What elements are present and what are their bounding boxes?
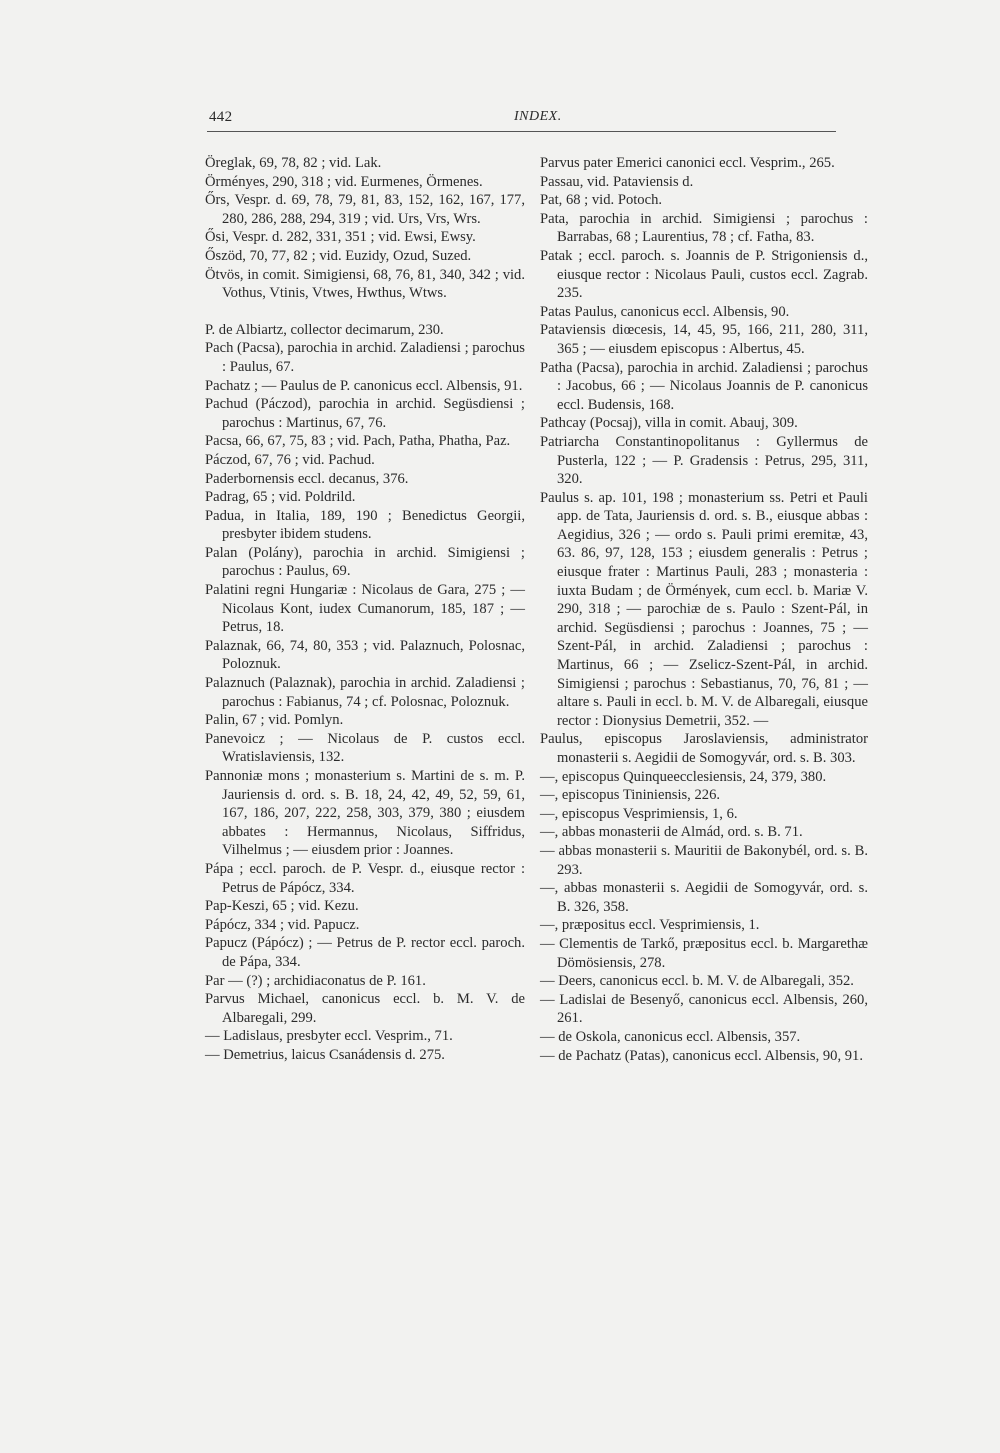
index-entry: Pathcay (Pocsaj), villa in comit. Abauj, 309. [540, 415, 798, 432]
index-entry: — Demetrius, laicus Csanádensis d. 275. [205, 1046, 445, 1063]
index-entry: —, præpositus eccl. Vesprimiensis, 1. [540, 917, 760, 934]
index-entry: Pata, parochia in archid. Simigiensi ; parochus : Barrabas, 68 ; Laurentius, 78 ; cf. Fatha, 83. [540, 210, 868, 246]
index-entry: P. de Albiartz, collector decimarum, 230. [205, 321, 444, 338]
index-entry: Patriarcha Constantinopolitanus : Gyllermus de Pusterla, 122 ; — P. Gradensis : Petrus, 295, 311, 320. [540, 433, 868, 488]
index-entry: Pap-Keszi, 65 ; vid. Kezu. [205, 898, 359, 915]
index-entry: Pacsa, 66, 67, 75, 83 ; vid. Pach, Patha, Phatha, Paz. [205, 433, 511, 450]
index-column-right [540, 154, 868, 1065]
index-entry: Örményes, 290, 318 ; vid. Eurmenes, Örmenes. [205, 173, 483, 190]
index-entry: Páczod, 67, 76 ; vid. Pachud. [205, 451, 375, 468]
index-entry: — Clementis de Tarkő, præpositus eccl. b. Margarethæ Dömösiensis, 278. [540, 935, 868, 971]
index-entry: Pannoniæ mons ; monasterium s. Martini de s. m. P. Jauriensis d. ord. s. B. 18, 24, 42, 49, 52, 59, 61, 167, 186, 207, 222, 258, 303, 379, 380 ; eiusdem abbates : Hermannus, Nicolaus, Siffridus, Vilhelmus ; — eiusdem prior : Joannes. [205, 768, 525, 859]
page-number: 442 [209, 109, 233, 125]
index-entry: Pápa ; eccl. paroch. de P. Vespr. d., eiusque rector : Petrus de Pápócz, 334. [205, 860, 525, 896]
index-entry: Paulus, episcopus Jaroslaviensis, administrator monasterii s. Aegidii de Somogyvár, ord. s. B. 303. [540, 731, 868, 766]
index-entry: Pat, 68 ; vid. Potoch. [540, 192, 663, 209]
index-entry: — abbas monasterii s. Mauritii de Bakonybél, ord. s. B. 293. [540, 842, 868, 878]
index-entry: — Ladislaus, presbyter eccl. Vesprim., 71. [205, 1028, 453, 1045]
index-entry: Patak ; eccl. paroch. s. Joannis de P. Strigoniensis d., eiusque rector : Nicolaus Pauli, custos eccl. Zagrab. 235. [540, 247, 868, 302]
index-entry: —, abbas monasterii s. Aegidii de Somogyvár, ord. s. B. 326, 358. [540, 880, 868, 915]
index-entry: Palaznuch (Palaznak), parochia in archid. Zaladiensi ; parochus : Fabianus, 74 ; cf. Polosnac, Poloznuk. [205, 675, 525, 710]
index-entry: Patas Paulus, canonicus eccl. Albensis, 90. [540, 303, 790, 320]
index-entry: —, episcopus Quinqueecclesiensis, 24, 379, 380. [540, 768, 827, 785]
index-entry: Palan (Polány), parochia in archid. Simigiensi ; parochus : Paulus, 69. [205, 544, 525, 580]
index-entry: — de Oskola, canonicus eccl. Albensis, 357. [540, 1028, 801, 1045]
index-entry: Parvus Michael, canonicus eccl. b. M. V. de Albaregali, 299. [205, 991, 525, 1026]
index-entry: Palin, 67 ; vid. Pomlyn. [205, 712, 344, 729]
index-entry: Pápócz, 334 ; vid. Papucz. [205, 916, 360, 933]
index-entry: Palatini regni Hungariæ : Nicolaus de Gara, 275 ; — Nicolaus Kont, iudex Cumanorum, 185, 187 ; — Petrus, 18. [205, 582, 525, 636]
index-entry: Ősi, Vespr. d. 282, 331, 351 ; vid. Ewsi, Ewsy. [205, 229, 476, 246]
index-entry: Parvus pater Emerici canonici eccl. Vesprim., 265. [540, 155, 835, 171]
index-entry: Őrs, Vespr. d. 69, 78, 79, 81, 83, 152, 162, 167, 177, 280, 286, 288, 294, 319 ; vid. Urs, Vrs, Wrs. [205, 192, 525, 227]
index-entry: Passau, vid. Pataviensis d. [540, 173, 694, 190]
index-entry: Paderbornensis eccl. decanus, 376. [205, 470, 409, 487]
index-entry: Pachud (Páczod), parochia in archid. Següsdiensi ; parochus : Martinus, 67, 76. [205, 396, 525, 431]
index-entry: Ötvös, in comit. Simigiensi, 68, 76, 81, 340, 342 ; vid. Vothus, Vtinis, Vtwes, Hwthus, Wtws. [205, 266, 525, 302]
index-column-left [205, 154, 525, 1065]
index-entry: Pataviensis diœcesis, 14, 45, 95, 166, 211, 280, 311, 365 ; — eiusdem episcopus : Albertus, 45. [540, 322, 868, 357]
header-rule [207, 131, 836, 132]
index-entry: —, episcopus Vesprimiensis, 1, 6. [540, 805, 738, 822]
index-entry: —, episcopus Tininiensis, 226. [540, 787, 721, 804]
index-entry: — Deers, canonicus eccl. b. M. V. de Albaregali, 352. [540, 973, 854, 990]
index-entry: —, abbas monasterii de Almád, ord. s. B. 71. [540, 824, 803, 841]
index-entry: Öreglak, 69, 78, 82 ; vid. Lak. [205, 155, 382, 171]
index-entry: Patha (Pacsa), parochia in archid. Zaladiensi ; parochus : Jacobus, 66 ; — Nicolaus Joannis de P. canonicus eccl. Budensis, 168. [540, 359, 868, 413]
index-entry: Par — (?) ; archidiaconatus de P. 161. [205, 972, 426, 989]
running-head: INDEX. [514, 109, 562, 124]
index-entry: Papucz (Pápócz) ; — Petrus de P. rector eccl. paroch. de Pápa, 334. [205, 935, 525, 970]
index-entry: Őszöd, 70, 77, 82 ; vid. Euzidy, Ozud, Suzed. [205, 247, 472, 264]
index-entry: Pach (Pacsa), parochia in archid. Zaladiensi ; parochus : Paulus, 67. [205, 340, 525, 375]
index-entry: Palaznak, 66, 74, 80, 353 ; vid. Palaznuch, Polosnac, Poloznuk. [205, 637, 525, 673]
index-entry: — de Pachatz (Patas), canonicus eccl. Albensis, 90, 91. [540, 1047, 864, 1064]
index-entry: — Ladislai de Besenyő, canonicus eccl. Albensis, 260, 261. [540, 991, 868, 1027]
index-entry: Panevoicz ; — Nicolaus de P. custos eccl. Wratislaviensis, 132. [205, 730, 525, 766]
index-entry: Pachatz ; — Paulus de P. canonicus eccl. Albensis, 91. [205, 377, 523, 394]
index-entry: Padua, in Italia, 189, 190 ; Benedictus Georgii, presbyter ibidem studens. [205, 507, 525, 543]
index-entry: Padrag, 65 ; vid. Poldrild. [205, 489, 356, 506]
index-entry: Paulus s. ap. 101, 198 ; monasterium ss. Petri et Pauli app. de Tata, Jauriensis d. ord. s. B., eiusque abbas : Aegidius, 326 ; — ordo s. Pauli primi eremitæ, 43, 63. 86, 97, 128, 153 ; eiusdem generalis : Petrus ; eiusque frater : Martinus Pauli, 283 ; monasteria : iuxta Budam ; de Örmények, cum eccl. b. Mariæ V. 290, 318 ; — parochiæ de s. Paulo : Szent-Pál, in archid. Següsdiensi ; parochus : Joannes, 75 ; — Szent-Pál, in archid. Zaladiensi ; parochus : Martinus, 66 ; — Zselicz-Szent-Pál, in archid. Simigiensi ; parochus : Sebastianus, 70, 76, 81 ; — altare s. Pauli in eccl. b. M. V. de Albaregali, eiusque rector : Dionysius Demetrii, 352. — [540, 489, 868, 729]
